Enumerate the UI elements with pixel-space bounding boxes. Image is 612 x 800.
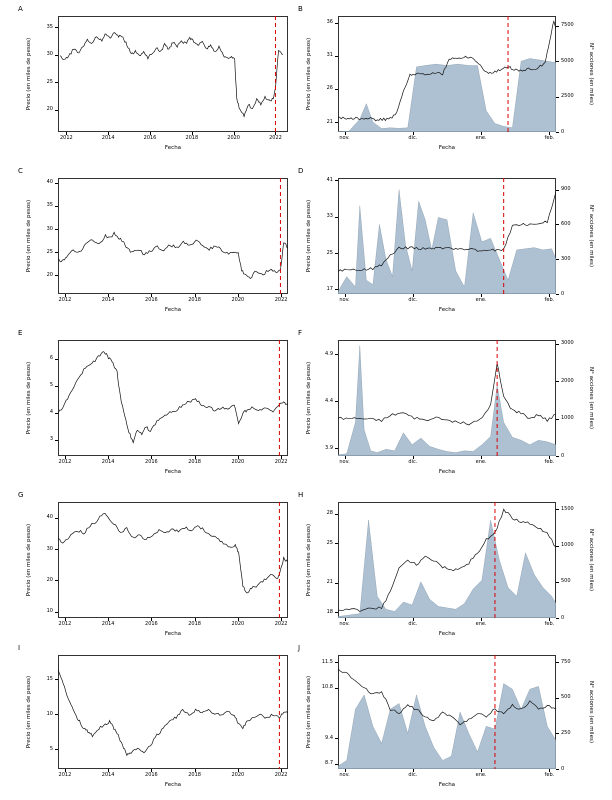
y-tick-label: 40 [46,179,53,186]
y2-tick-mark [556,381,559,382]
x-tick-mark [345,132,346,135]
y-tick-mark [55,183,58,184]
y-tick-mark [335,543,338,544]
x-tick-mark [481,618,482,621]
chart-panel-a [18,6,296,158]
y2-tick-mark [556,456,559,457]
x-tick-mark [413,294,414,297]
y-tick-mark [335,354,338,355]
x-tick-mark [413,456,414,459]
y-tick-mark [335,217,338,218]
y2-tick-mark [556,61,559,62]
x-tick-mark [549,618,550,621]
x-tick-label: ene. [475,135,487,141]
x-tick-mark [238,294,239,297]
x-axis-label: Fecha [438,782,456,788]
y-tick-label: 26 [326,85,333,92]
x-tick-label: nov. [339,772,350,778]
x-tick-label: 2022 [274,297,288,303]
y-tick-mark [335,612,338,613]
x-tick-mark [345,769,346,772]
chart-panel-i [18,645,296,795]
x-tick-label: 2018 [188,459,201,465]
y2-axis-label: N° acciones (en miles) [588,529,594,591]
x-axis-label: Fecha [164,307,182,313]
y-axis-label: Precio (en miles de pesos) [26,37,32,111]
x-axis-label: Fecha [164,469,182,475]
panel-letter-j: J [298,644,301,652]
x-tick-mark [413,769,414,772]
plot-area-h [338,502,556,618]
y-tick-label: 30 [46,51,53,58]
y-tick-label: 15 [46,675,53,682]
plot-area-b [338,16,556,132]
x-tick-label: 2016 [145,297,158,303]
y-tick-label: 20 [46,106,53,113]
x-tick-mark [549,769,550,772]
panel-letter-g: G [18,491,24,499]
x-tick-label: dic. [408,297,418,303]
y2-tick-mark [556,582,559,583]
x-tick-mark [281,456,282,459]
y-tick-label: 3 [49,436,53,443]
x-tick-label: 2018 [188,621,201,627]
y-tick-label: 28 [326,510,333,517]
y-tick-label: 18 [326,608,333,615]
y-axis-label: Precio (en miles de pesos) [306,37,312,111]
y-tick-label: 10.8 [321,684,333,691]
x-tick-mark [195,618,196,621]
y-tick-mark [335,289,338,290]
x-tick-label: 2022 [269,135,282,141]
x-tick-mark [481,132,482,135]
y-tick-label: 25 [326,539,333,546]
y-tick-label: 31 [326,52,333,59]
x-tick-mark [413,132,414,135]
x-tick-mark [345,456,346,459]
y-tick-label: 40 [46,514,53,521]
y-tick-mark [55,82,58,83]
plot-area-d [338,178,556,294]
y-axis-label: Precio (en miles de pesos) [26,199,32,273]
x-tick-label: 2018 [188,297,201,303]
y-tick-label: 4 [49,409,53,416]
x-tick-mark [234,132,235,135]
y2-tick-mark [556,509,559,510]
plot-area-a [58,16,288,132]
y2-tick-mark [556,618,559,619]
y-tick-mark [335,56,338,57]
x-tick-label: 2020 [231,772,245,778]
y-tick-label: 30 [46,545,53,552]
y2-tick-mark [556,419,559,420]
x-axis-label: Fecha [164,782,182,788]
x-tick-mark [192,132,193,135]
x-tick-mark [238,769,239,772]
x-tick-mark [150,132,151,135]
y-tick-label: 25 [326,249,333,256]
chart-panel-d [298,168,598,320]
y2-tick-label: 900 [561,186,571,193]
y-tick-mark [335,764,338,765]
y-tick-label: 33 [326,213,333,220]
x-tick-label: dic. [408,621,418,627]
y-tick-mark [55,110,58,111]
x-tick-mark [195,294,196,297]
chart-panel-c [18,168,296,320]
x-tick-label: 2016 [145,459,158,465]
y-tick-mark [55,206,58,207]
y2-tick-label: 5000 [561,57,574,64]
panel-letter-d: D [298,167,304,175]
y2-tick-mark [556,733,559,734]
y-tick-mark [55,252,58,253]
x-tick-mark [481,294,482,297]
y2-tick-label: 250 [561,729,571,736]
panel-letter-b: B [298,5,303,13]
y2-tick-label: 1500 [561,505,574,512]
x-tick-mark [413,618,414,621]
y2-tick-label: 7500 [561,22,574,29]
y2-tick-label: 2500 [561,93,574,100]
x-tick-mark [65,456,66,459]
x-axis-label: Fecha [438,469,456,475]
x-tick-mark [66,132,67,135]
x-tick-mark [238,456,239,459]
y2-axis-label: N° acciones (en miles) [588,681,594,743]
x-tick-label: ene. [475,772,487,778]
panel-letter-e: E [18,329,23,337]
y-tick-label: 20 [46,271,53,278]
y-tick-mark [335,514,338,515]
x-tick-label: 2012 [58,772,72,778]
plot-area-f [338,340,556,456]
y-axis-label: Precio (en miles de pesos) [26,523,32,597]
y-tick-mark [335,662,338,663]
x-tick-label: feb. [544,459,555,465]
x-tick-label: ene. [475,621,487,627]
x-tick-mark [281,769,282,772]
y-tick-label: 21 [326,579,333,586]
y-tick-label: 5 [49,745,53,752]
y2-tick-mark [556,698,559,699]
x-tick-label: ene. [475,297,487,303]
y2-tick-label: 0 [561,128,565,135]
y-tick-label: 35 [46,202,53,209]
y-tick-label: 25 [46,78,53,85]
x-tick-label: 2020 [231,297,245,303]
y2-tick-mark [556,546,559,547]
x-tick-mark [65,769,66,772]
plot-area-j [338,655,556,769]
y2-tick-mark [556,662,559,663]
volume-area [338,58,556,132]
x-tick-mark [238,618,239,621]
x-tick-label: 2012 [58,459,72,465]
y-tick-mark [335,688,338,689]
x-tick-label: 2018 [185,135,199,141]
chart-panel-b [298,6,598,158]
y-tick-mark [55,580,58,581]
y-tick-mark [55,27,58,28]
y2-axis-label: N° acciones (en miles) [588,205,594,267]
x-tick-mark [549,294,550,297]
x-tick-mark [345,618,346,621]
y-tick-label: 9.4 [325,734,333,741]
y-tick-label: 10 [46,710,53,717]
plot-area-g [58,502,288,618]
x-tick-label: 2012 [58,297,72,303]
y-tick-label: 30 [46,225,53,232]
y-tick-mark [335,738,338,739]
x-tick-label: feb. [544,135,555,141]
y-tick-mark [55,612,58,613]
chart-panel-f [298,330,598,482]
x-tick-label: nov. [339,621,350,627]
x-axis-label: Fecha [164,145,182,151]
y-tick-mark [335,448,338,449]
y-axis-label: Precio (en miles de pesos) [306,199,312,273]
x-tick-label: 2018 [188,772,201,778]
x-tick-mark [151,456,152,459]
chart-panel-g [18,492,296,644]
y-tick-label: 25 [46,248,53,255]
y-tick-mark [55,749,58,750]
x-tick-mark [481,769,482,772]
panel-letter-c: C [18,167,23,175]
x-tick-mark [481,456,482,459]
x-tick-mark [151,294,152,297]
panel-letter-f: F [298,329,303,337]
x-tick-label: 2016 [143,135,157,141]
x-tick-label: 2012 [59,135,73,141]
y-tick-label: 36 [326,19,333,26]
volume-area [338,684,556,770]
y2-tick-label: 500 [561,578,571,585]
x-axis-label: Fecha [164,631,182,637]
x-tick-label: 2020 [227,135,240,141]
x-tick-mark [281,618,282,621]
x-tick-mark [281,294,282,297]
x-tick-label: 2016 [145,621,158,627]
x-axis-label: Fecha [438,145,456,151]
x-tick-label: nov. [339,135,350,141]
x-tick-label: feb. [544,621,555,627]
y-tick-mark [55,413,58,414]
y-tick-label: 5 [49,382,53,389]
y2-tick-label: 600 [561,220,571,227]
y-tick-mark [55,679,58,680]
y-axis-label: Precio (en miles de pesos) [306,523,312,597]
x-tick-mark [195,456,196,459]
x-tick-mark [108,132,109,135]
y-tick-mark [335,180,338,181]
y-tick-mark [55,55,58,56]
y-tick-mark [55,386,58,387]
y-tick-label: 17 [326,285,333,292]
y-tick-mark [335,401,338,402]
y2-tick-label: 0 [561,765,565,772]
x-tick-label: dic. [408,459,418,465]
y2-tick-mark [556,224,559,225]
x-tick-label: ene. [475,459,487,465]
y-tick-label: 35 [46,23,53,30]
x-tick-label: 2020 [231,621,245,627]
y2-tick-mark [556,344,559,345]
x-tick-mark [108,618,109,621]
x-tick-label: 2022 [274,621,288,627]
x-tick-label: 2022 [274,459,288,465]
price-series-line [58,514,288,593]
y-tick-label: 4.9 [325,350,333,357]
y-axis-label: Precio (en miles de pesos) [26,675,32,749]
y2-axis-label: N° acciones (en miles) [588,367,594,429]
x-tick-mark [151,618,152,621]
y-tick-label: 20 [46,576,53,583]
x-tick-label: 2020 [231,459,245,465]
panel-letter-i: I [18,644,21,652]
y2-tick-mark [556,132,559,133]
x-tick-mark [108,456,109,459]
x-tick-label: 2014 [101,621,115,627]
y-tick-label: 11.5 [321,658,333,665]
y2-tick-label: 2000 [561,377,574,384]
x-tick-mark [345,294,346,297]
x-tick-mark [549,456,550,459]
x-tick-label: 2016 [145,772,158,778]
x-tick-label: 2014 [101,135,115,141]
y-tick-mark [335,89,338,90]
plot-area-e [58,340,288,456]
y2-tick-label: 500 [561,694,571,701]
y-tick-mark [335,23,338,24]
y2-tick-mark [556,97,559,98]
y-tick-label: 41 [326,176,333,183]
x-tick-label: 2014 [101,772,115,778]
x-tick-label: nov. [339,297,350,303]
y-tick-label: 8.7 [325,760,333,767]
y-tick-mark [55,275,58,276]
y2-tick-label: 750 [561,658,571,665]
x-axis-label: Fecha [438,307,456,313]
price-series-line [58,352,288,443]
y2-tick-label: 0 [561,290,565,297]
y-axis-label: Precio (en miles de pesos) [26,361,32,435]
y2-tick-label: 300 [561,255,571,262]
panel-letter-h: H [298,491,304,499]
x-tick-mark [195,769,196,772]
y2-tick-mark [556,294,559,295]
y-axis-label: Precio (en miles de pesos) [306,675,312,749]
x-tick-mark [65,294,66,297]
x-tick-label: 2012 [58,621,72,627]
y-tick-mark [55,359,58,360]
volume-area [338,346,556,456]
chart-panel-h [298,492,598,644]
y2-tick-mark [556,190,559,191]
y-tick-label: 10 [46,608,53,615]
x-tick-label: nov. [339,459,350,465]
y2-axis-label: N° acciones (en miles) [588,43,594,105]
x-tick-label: dic. [408,772,418,778]
y-tick-mark [335,583,338,584]
y2-tick-mark [556,769,559,770]
y-tick-mark [335,253,338,254]
x-tick-label: 2014 [101,297,115,303]
y-tick-mark [335,122,338,123]
y-tick-label: 3.9 [325,444,333,451]
y-tick-label: 6 [49,355,53,362]
price-series-line [338,363,556,425]
y2-tick-label: 0 [561,614,565,621]
price-series-line [58,232,288,278]
plot-area-c [58,178,288,294]
y2-tick-mark [556,26,559,27]
panel-letter-a: A [18,5,23,13]
x-tick-mark [108,769,109,772]
y-tick-mark [55,518,58,519]
x-tick-label: 2014 [101,459,115,465]
x-tick-mark [151,769,152,772]
x-tick-mark [275,132,276,135]
chart-panel-j [298,645,598,795]
y2-tick-label: 0 [561,452,565,459]
x-tick-label: 2022 [274,772,288,778]
y-tick-mark [55,440,58,441]
y-tick-label: 21 [326,118,333,125]
x-tick-mark [108,294,109,297]
x-tick-label: feb. [544,772,555,778]
y2-tick-label: 1000 [561,542,574,548]
y-tick-mark [55,714,58,715]
y-tick-mark [55,229,58,230]
y-axis-label: Precio (en miles de pesos) [306,361,312,435]
price-series-line [58,669,288,755]
chart-panel-e [18,330,296,482]
y2-tick-label: 1000 [561,415,574,422]
y-tick-mark [55,549,58,550]
y2-tick-label: 3000 [561,340,574,347]
y-tick-label: 4.4 [325,397,333,404]
x-axis-label: Fecha [438,631,456,637]
plot-area-i [58,655,288,769]
x-tick-mark [65,618,66,621]
x-tick-mark [549,132,550,135]
y2-tick-mark [556,259,559,260]
x-tick-label: dic. [408,135,418,141]
price-series-line [60,33,283,117]
x-tick-label: feb. [544,297,555,303]
volume-area [338,190,556,294]
